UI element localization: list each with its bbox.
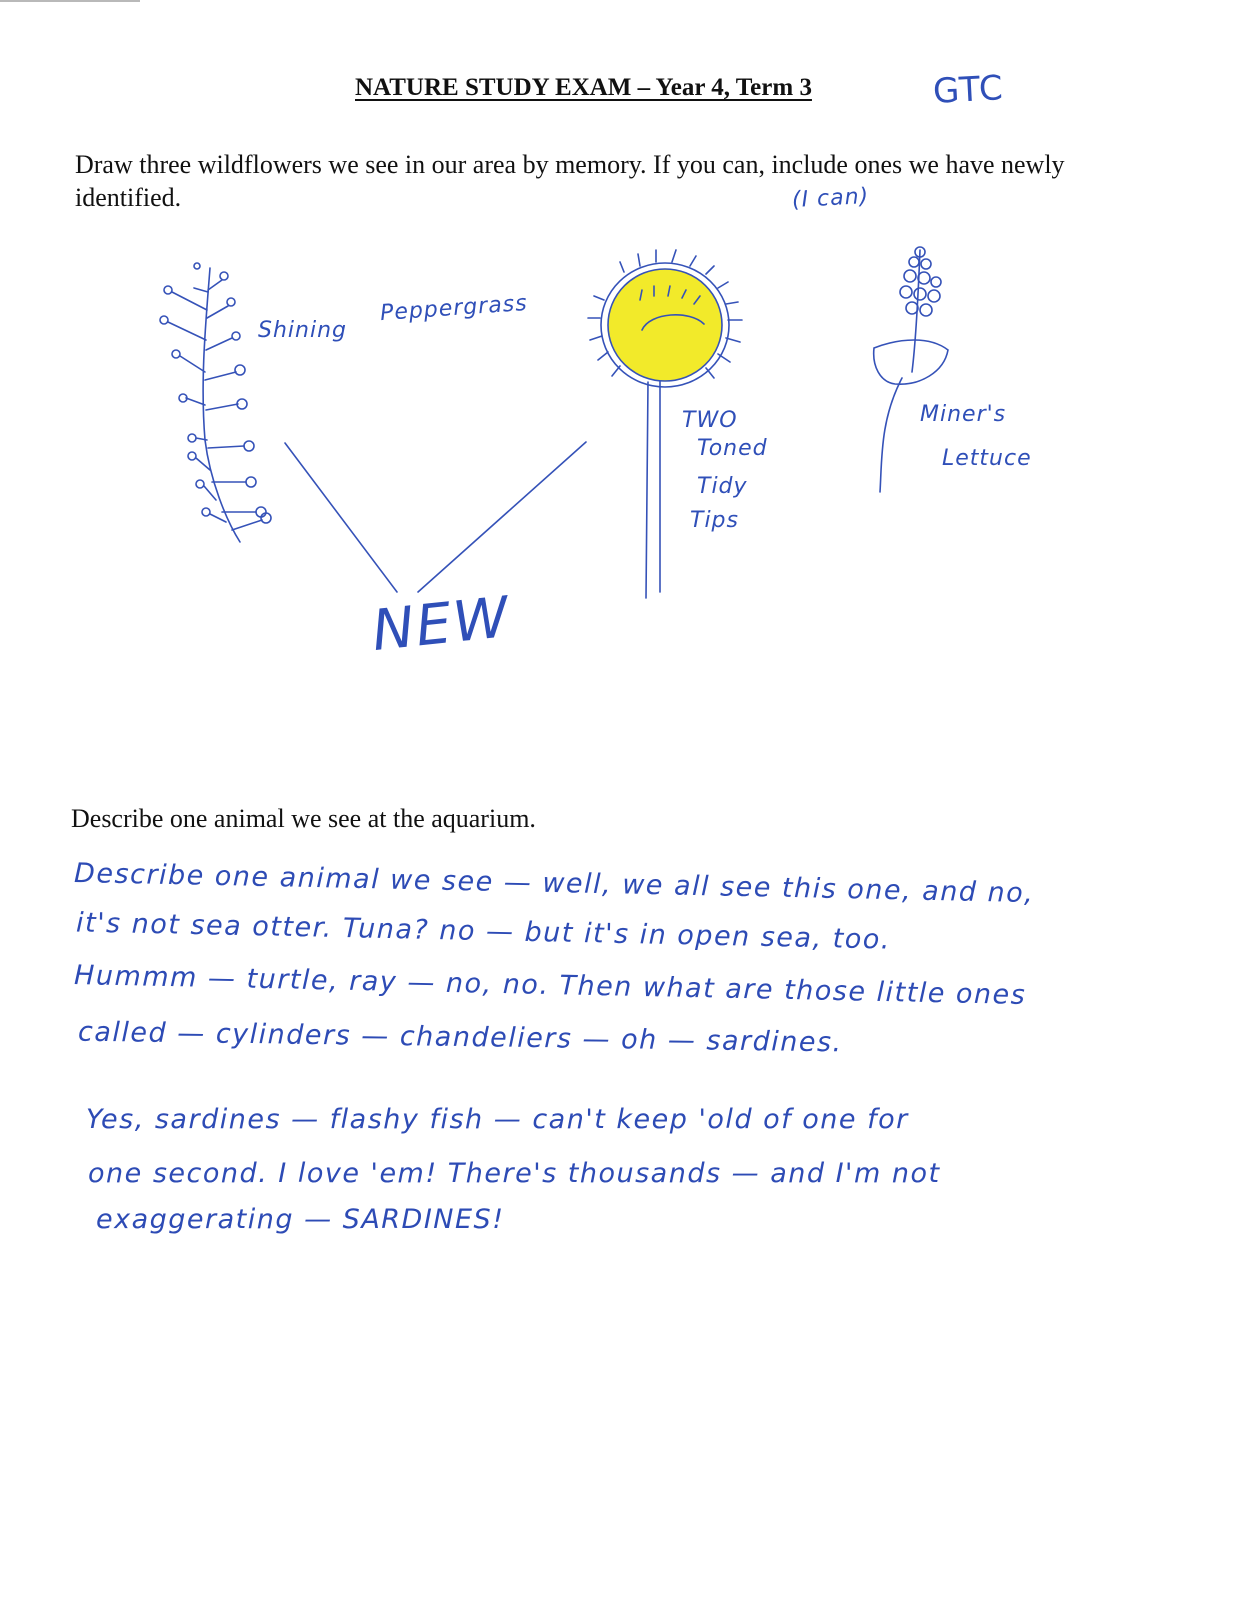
peppergrass-drawing [160, 263, 271, 542]
initials: GTC [932, 68, 1005, 112]
answer-line-5: Yes, sardines — flashy fish — can't keep 'old of one for [86, 1104, 909, 1135]
new-arrow-left [285, 443, 397, 592]
flower-2-label-line-2: Toned [697, 436, 768, 461]
question-1-text: Draw three wildflowers we see in our area by memory. If you can, include ones we have newly identified. [75, 150, 1065, 212]
miners-lettuce-drawing [874, 247, 948, 492]
flower-2-label-line-4: Tips [690, 508, 739, 533]
answer-line-6: one second. I love 'em! There's thousands — and I'm not [88, 1158, 941, 1189]
flower-2-label-line-3: Tidy [697, 474, 748, 499]
answer-line-4: called — cylinders — chandeliers — oh — sardines. [77, 1016, 843, 1059]
flower-3-label-line-2: Lettuce [942, 446, 1032, 471]
question-1-aside: (I can) [791, 183, 870, 214]
flower-3-label-line-1: Miner's [920, 402, 1007, 427]
answer-line-1: Describe one animal we see — well, we all see this one, and no, [73, 857, 1035, 910]
question-2-text: Describe one animal we see at the aquarium. [71, 804, 536, 833]
flower-1-label-line-1: Shining [258, 318, 347, 343]
exam-title: NATURE STUDY EXAM – Year 4, Term 3 [355, 74, 812, 101]
new-mark: NEW [368, 584, 514, 665]
flower-2-label-line-1: TWO [682, 408, 738, 433]
answer-line-2: it's not sea otter. Tuna? no — but it's in open sea, too. [75, 907, 892, 956]
answer-line-3: Hummm — turtle, ray — no, no. Then what are those little ones [73, 960, 1027, 1011]
new-arrow-right [418, 442, 586, 592]
flower-1-label-line-2: Peppergrass [379, 290, 529, 327]
answer-line-7: exaggerating — SARDINES! [96, 1204, 505, 1235]
